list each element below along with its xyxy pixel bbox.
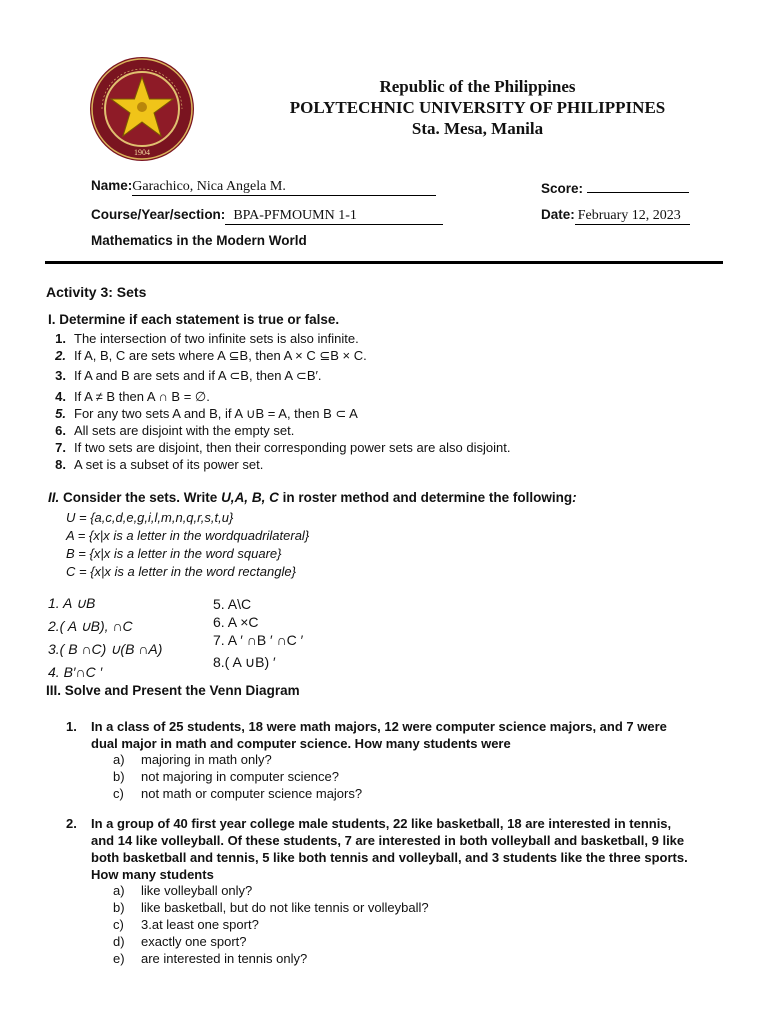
subject-title: Mathematics in the Modern World — [91, 233, 307, 248]
list-item: c) 3.at least one sport? — [113, 917, 259, 932]
name-field[interactable]: Garachico, Nica Angela M. — [132, 179, 436, 196]
list-item: 7. A ′ ∩B ′ ∩C ′ — [213, 632, 304, 648]
list-item: 1. The intersection of two infinite sets is also infinite. — [55, 331, 359, 346]
header-republic: Republic of the Philippines — [379, 77, 576, 96]
set-def-b: B = {x|x is a letter in the word square} — [66, 546, 282, 561]
list-item: 3.( B ∩C) ∪(B ∩A) — [48, 641, 163, 657]
score-field[interactable] — [587, 177, 689, 193]
list-item: a) like volleyball only? — [113, 883, 253, 898]
list-item: 5. A\C — [213, 596, 252, 612]
svg-text:1904: 1904 — [134, 148, 150, 157]
list-item: c) not math or computer science majors? — [113, 786, 363, 801]
part1-title: I. Determine if each statement is true or false. — [48, 312, 340, 327]
question-2: 2. In a group of 40 first year college male students, 22 like basketball, 18 are interested in tennis, and 14 like volleyball. Of these students, 7 are interested in both volleyball and basketball, 9 like both basketball and tennis, 5 like both tennis and volleyball, and 3 students like the three sports. How many students — [66, 816, 688, 882]
list-item: d) exactly one sport? — [113, 934, 247, 949]
list-item: b) like basketball, but do not like tennis or volleyball? — [113, 900, 429, 915]
set-def-a: A = {x|x is a letter in the wordquadrilateral} — [66, 528, 310, 543]
course-row — [91, 206, 443, 225]
part1-list — [40, 330, 510, 473]
list-item: 1. A ∪B — [48, 595, 96, 611]
date-field[interactable]: February 12, 2023 — [575, 208, 690, 225]
list-item: 6. All sets are disjoint with the empty set. — [55, 423, 295, 438]
course-label: Course/Year/section: — [91, 207, 226, 222]
list-item: 7. If two sets are disjoint, then their corresponding power sets are also disjoint. — [55, 440, 511, 455]
part2-title: II. Consider the sets. Write U,A, B, C in roster method and determine the following: — [48, 490, 577, 505]
activity-title: Activity 3: Sets — [46, 284, 147, 300]
list-item: a) majoring in math only? — [113, 752, 272, 767]
list-item: 8.( A ∪B) ′ — [213, 654, 276, 670]
set-def-c: C = {x|x is a letter in the word rectangle} — [66, 564, 296, 579]
question-1-options — [113, 751, 362, 802]
list-item: 6. A ×C — [213, 614, 259, 630]
name-row — [91, 177, 436, 196]
list-item: 4. If A ≠ B then A ∩ B = ∅. — [55, 389, 210, 404]
score-label: Score: — [541, 181, 584, 196]
list-item: 3. If A and B are sets and if A ⊂B, then A ⊂B′. — [55, 368, 322, 383]
part3-title: III. Solve and Present the Venn Diagram — [46, 683, 300, 698]
list-item: 4. B′∩C ′ — [48, 664, 103, 680]
set-definitions — [66, 509, 309, 581]
question-2-options — [113, 882, 429, 967]
score-row — [541, 177, 689, 198]
header-location: Sta. Mesa, Manila — [411, 119, 544, 138]
set-def-u: U = {a,c,d,e,g,i,l,m,n,q,r,s,t,u} — [66, 510, 234, 525]
list-item: e) are interested in tennis only? — [113, 951, 308, 966]
list-item: 2.( A ∪B), ∩C — [48, 618, 133, 634]
list-item: b) not majoring in computer science? — [113, 769, 339, 784]
header-divider — [45, 261, 723, 264]
date-label: Date: — [541, 207, 575, 222]
name-label: Name: — [91, 178, 133, 193]
part2-left-list — [48, 592, 162, 684]
question-1: 1. In a class of 25 students, 18 were math majors, 12 were computer science majors, and 7 were dual major in math and computer science. How many students were — [66, 719, 667, 751]
university-seal — [88, 55, 196, 163]
part2-right-list — [213, 595, 303, 671]
header-university: POLYTECHNIC UNIVERSITY OF PHILIPPINES — [289, 98, 666, 117]
course-field[interactable]: BPA-PFMOUMN 1-1 — [225, 208, 443, 225]
date-row — [541, 206, 690, 225]
list-item: 2. If A, B, C are sets where A ⊆B, then A × C ⊆B × C. — [55, 348, 367, 363]
list-item: 8. A set is a subset of its power set. — [55, 457, 264, 472]
list-item: 5. For any two sets A and B, if A ∪B = A, then B ⊂ A — [55, 406, 358, 421]
